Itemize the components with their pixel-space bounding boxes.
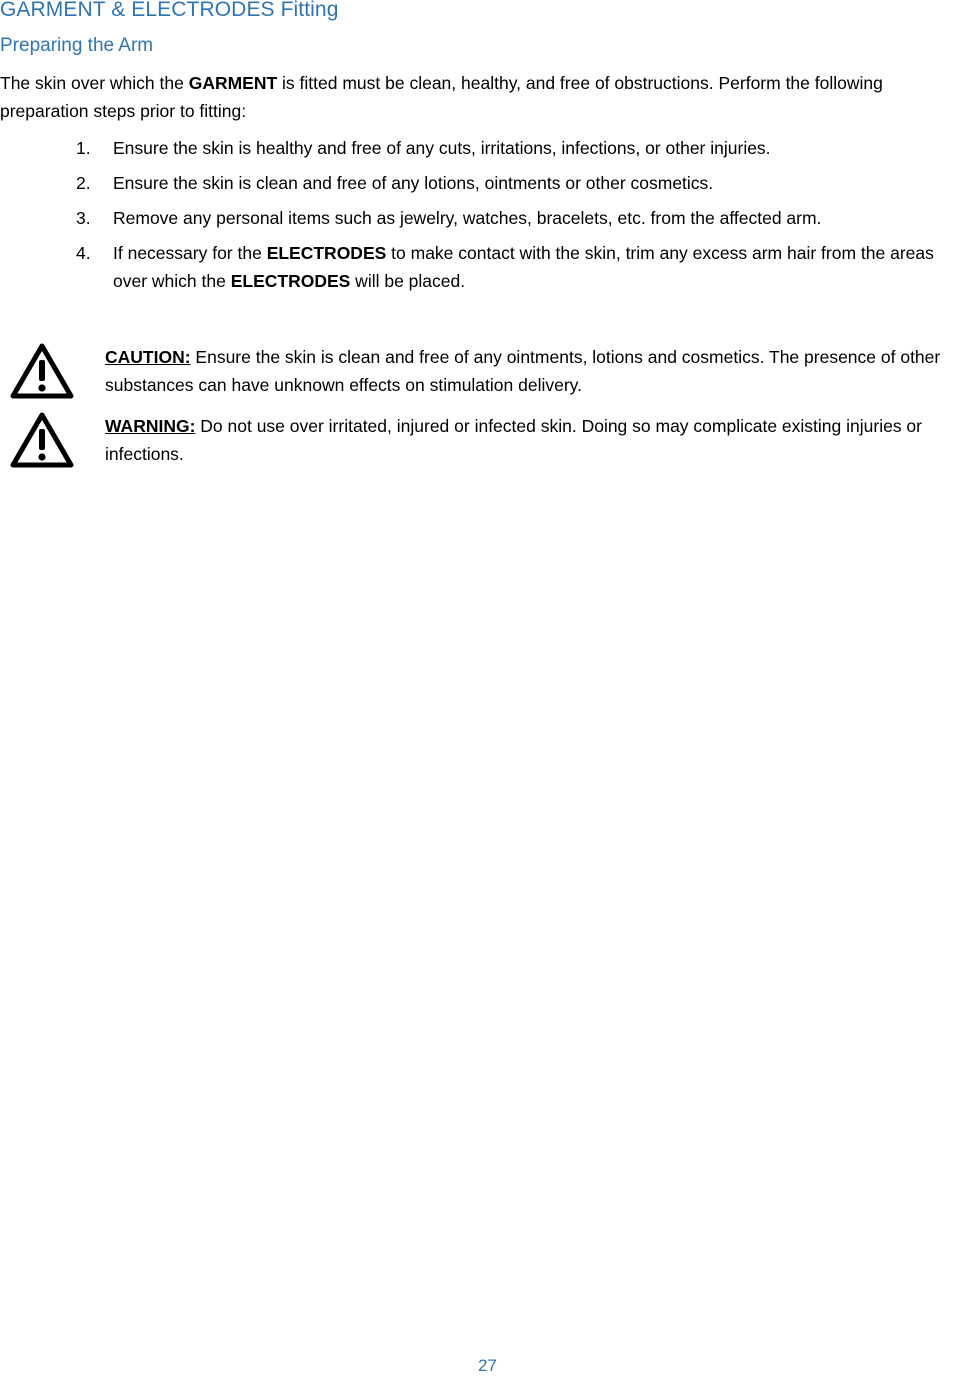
caution-label: CAUTION: — [105, 347, 191, 367]
warning-triangle-icon — [10, 412, 74, 468]
electrodes-bold: ELECTRODES — [266, 243, 387, 263]
step-number: 2. — [76, 173, 91, 193]
warning-triangle-icon — [10, 343, 74, 399]
warning-label: WARNING: — [105, 416, 196, 436]
step-number: 4. — [76, 243, 91, 263]
step-text: Remove any personal items such as jewelry, watches, bracelets, etc. from the affected arm. — [113, 208, 822, 228]
step-text-pre: If necessary for the — [113, 243, 267, 263]
subsection-title: Preparing the Arm — [0, 35, 154, 56]
list-item — [0, 134, 962, 162]
intro-paragraph — [0, 69, 955, 125]
intro-garment-bold: GARMENT — [188, 73, 278, 93]
step-text: Ensure the skin is clean and free of any lotions, ointments or other cosmetics. — [113, 173, 714, 193]
step-text — [113, 243, 934, 291]
warning-text — [105, 412, 945, 468]
step-number: 1. — [76, 138, 91, 158]
step-number: 3. — [76, 208, 91, 228]
preparation-steps-list — [0, 134, 962, 302]
list-item — [0, 169, 962, 197]
warning-body: Do not use over irritated, injured or infected skin. Doing so may complicate existing injuries or infections. — [105, 416, 922, 464]
page-number: 27 — [478, 1356, 497, 1375]
section-title: GARMENT & ELECTRODES Fitting — [0, 0, 339, 21]
caution-text — [105, 343, 945, 399]
list-item — [0, 204, 962, 232]
step-text: Ensure the skin is healthy and free of any cuts, irritations, infections, or other injuries. — [113, 138, 771, 158]
step-text-mid: to make contact with the skin, trim any excess arm hair from the areas over which the — [113, 243, 934, 291]
caution-body: Ensure the skin is clean and free of any ointments, lotions and cosmetics. The presence of other substances can have unknown effects on stimulation delivery. — [105, 347, 941, 395]
step-text-post: will be placed. — [350, 271, 466, 291]
list-item — [0, 239, 962, 295]
intro-text-post: is fitted must be clean, healthy, and free of obstructions. Perform the following preparation steps prior to fitting: — [0, 73, 883, 121]
electrodes-bold: ELECTRODES — [230, 271, 351, 291]
intro-text-pre: The skin over which the — [0, 73, 189, 93]
